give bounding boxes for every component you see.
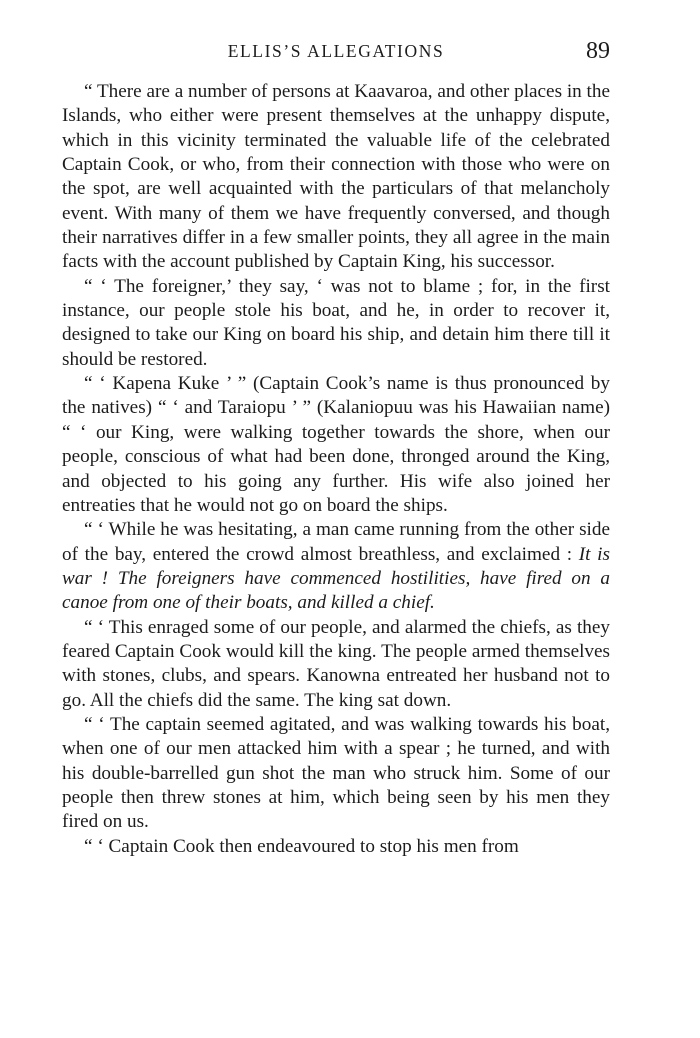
paragraph-2: “ ‘ The foreigner,’ they say, ‘ was not to blame ; for, in the first instance, our people stole his boat, and he, in order to recover it, designed to take our King on board his ship, and detain him there till it should be restored. [62,275,610,370]
paragraph-5: “ ‘ This enraged some of our people, and alarmed the chiefs, as they feared Captain Cook would kill the king. The people armed themselves with stones, clubs, and spears. Kanowna entreated her husband not to go. All the chiefs did the same. The king sat down. [62,616,610,711]
page-number: 89 [586,38,610,64]
running-title: ELLIS’S ALLEGATIONS [227,41,445,61]
paragraph-4-roman: “ ‘ While he was hesitating, a man came running from the other side of the bay, entered the crowd almost breathless, and exclaimed : [62,519,610,565]
paragraph-4 [62,518,610,615]
body-text [62,80,610,859]
paragraph-1: “ There are a number of persons at Kaavaroa, and other places in the Islands, who either were present themselves at the unhappy dispute, which in this vicinity terminated the valuable life of the celebrated Captain Cook, or who, from their connection with those who were on the spot, are well acquainted with the particulars of that melancholy event. With many of them we have frequently conversed, and though their narratives differ in a few smaller points, they all agree in the main facts with the account published by Captain King, his successor. [62,81,610,273]
paragraph-7: “ ‘ Captain Cook then endeavoured to stop his men from [84,835,519,857]
running-head [62,36,610,66]
paragraph-3: “ ‘ Kapena Kuke ’ ” (Captain Cook’s name is thus pronounced by the natives) “ ‘ and Taraiopu ’ ” (Kalaniopuu was his Hawaiian name) “ ‘ our King, were walking together towards the shore, when our people, conscious of what had been done, thronged around the King, and objected to his going any further. His wife also joined her entreaties that he would not go on board the ships. [62,373,610,516]
paragraph-4-italic-quote: It is war ! The foreigners have commenced hostilities, have fired on a canoe from one of their boats, and killed a chief. [62,543,610,614]
paragraph-6: “ ‘ The captain seemed agitated, and was walking towards his boat, when one of our men attacked him with a spear ; he turned, and with his double-barrelled gun shot the man who struck him. Some of our people then threw stones at him, which being seen by his men they fired on us. [62,713,610,833]
